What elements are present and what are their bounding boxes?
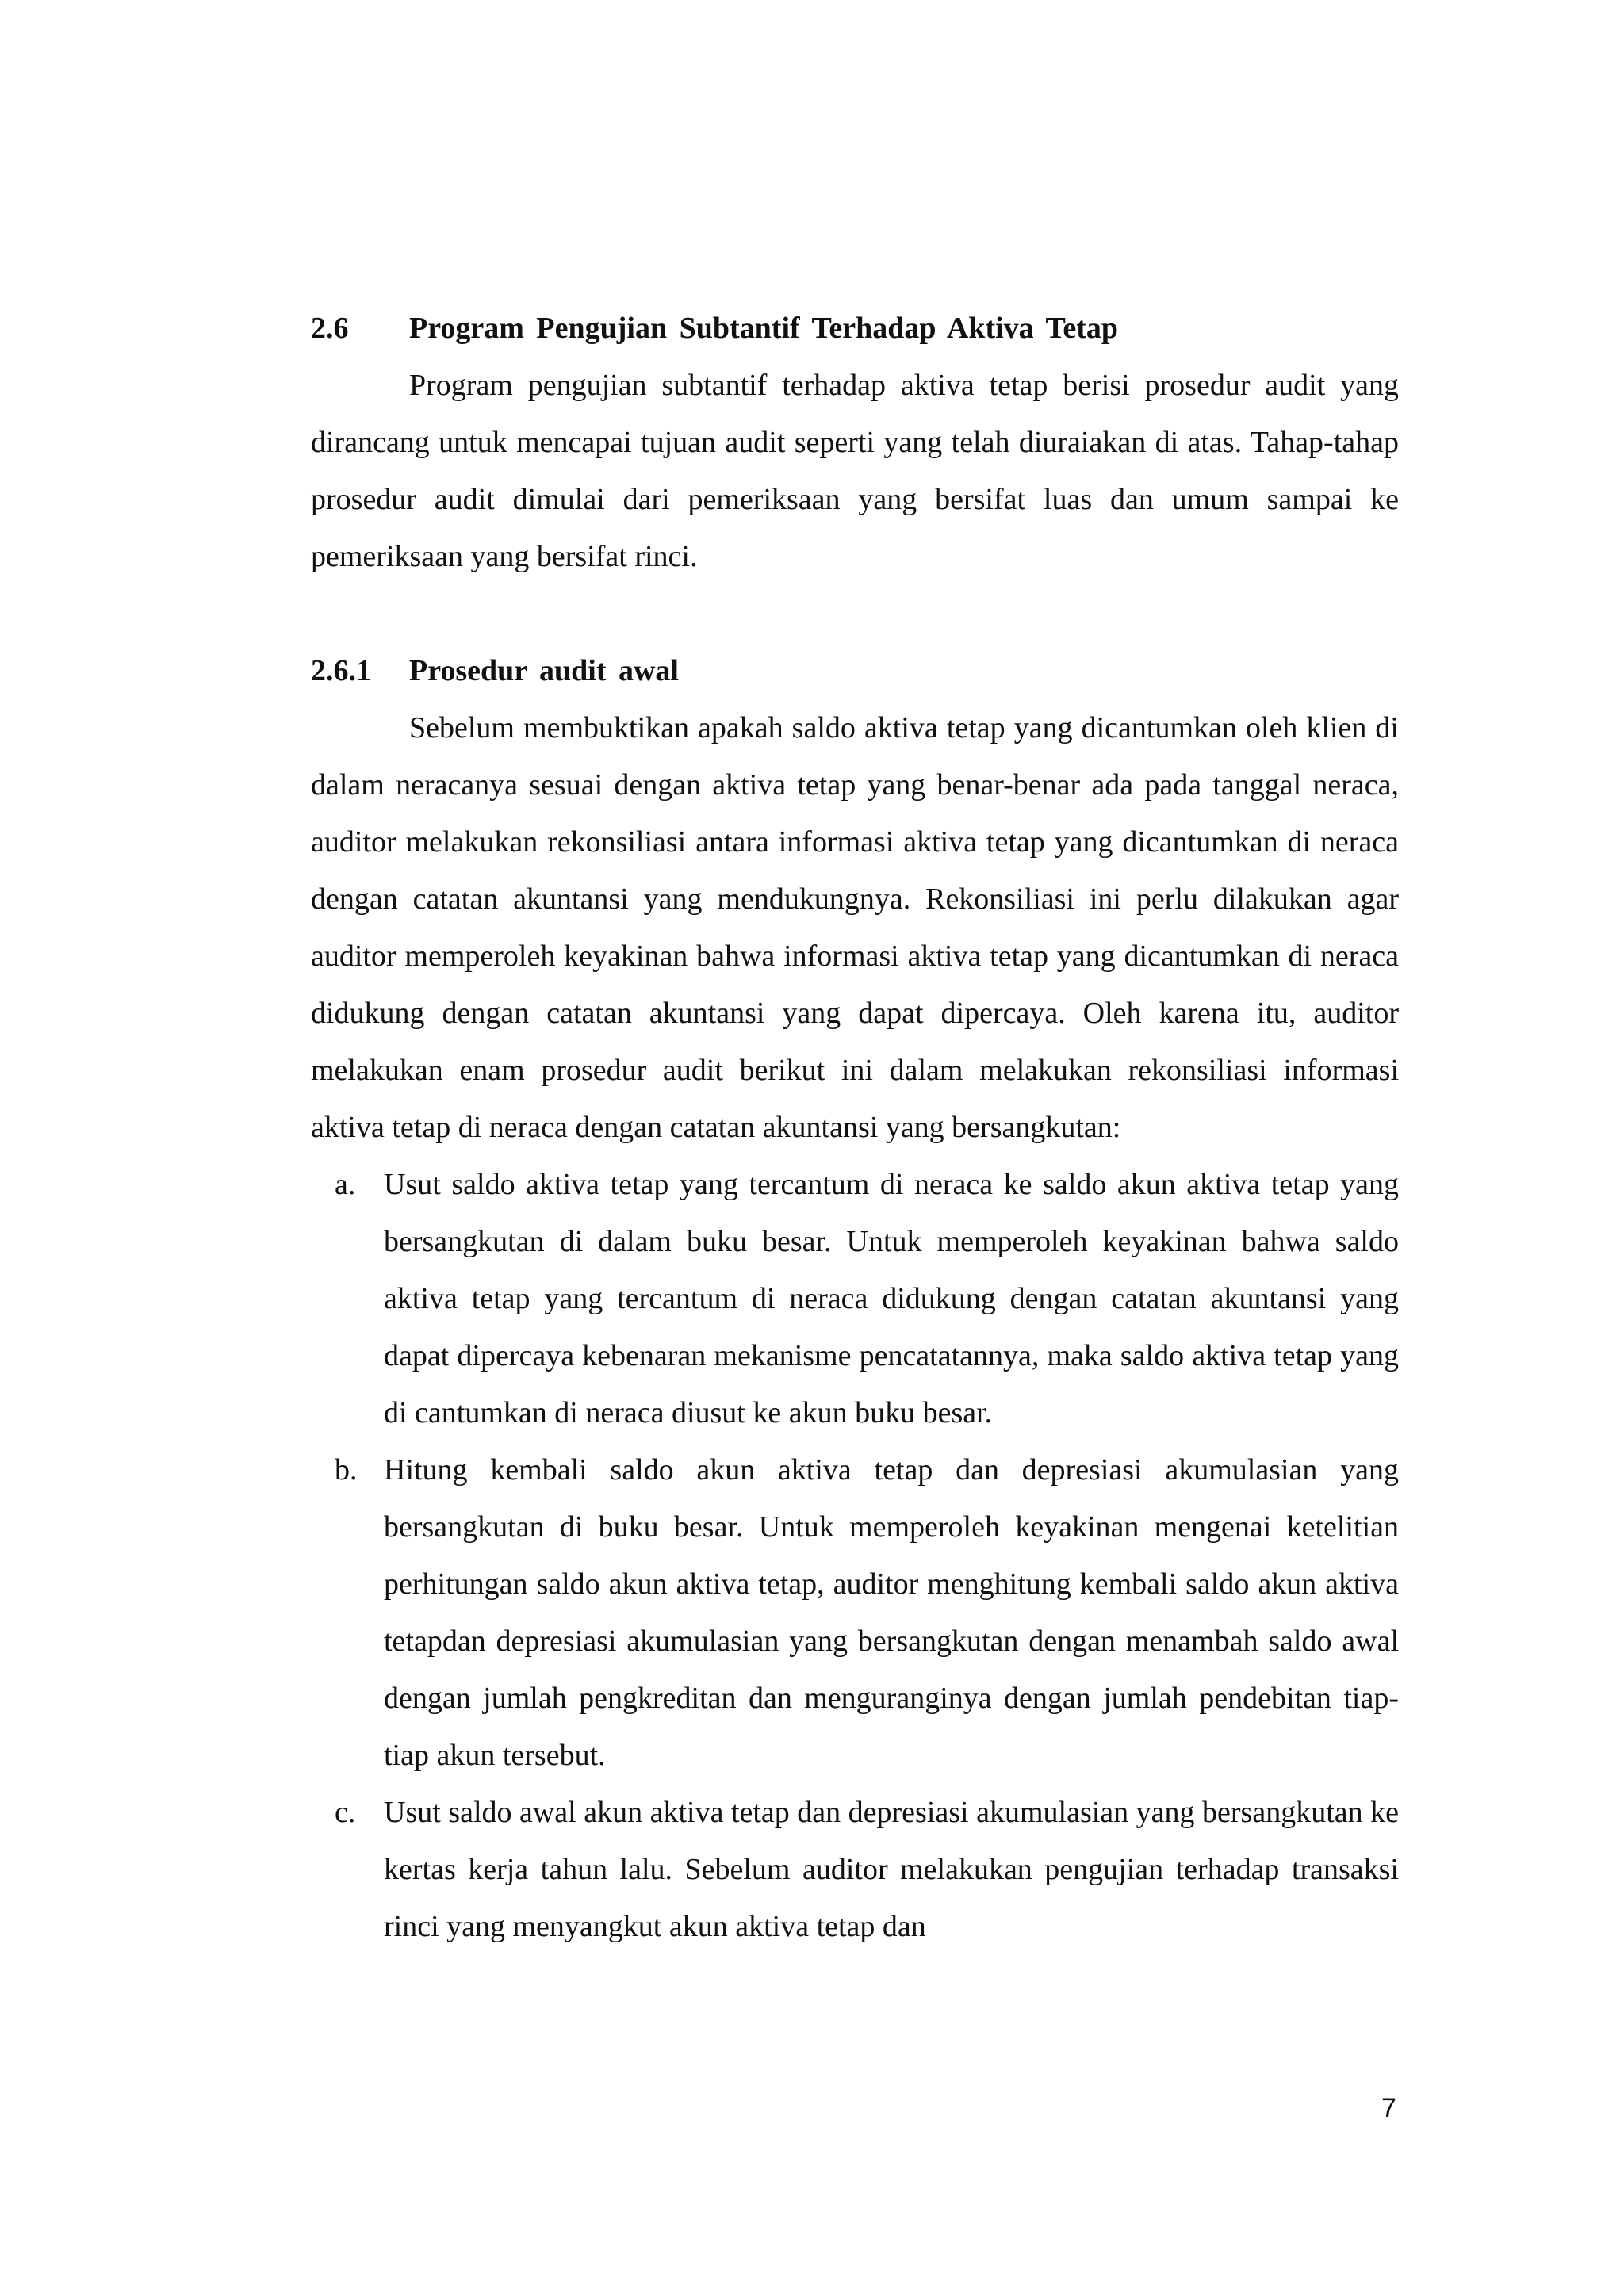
list-item-text: Usut saldo aktiva tetap yang tercantum di neraca ke saldo akun aktiva tetap yang bersangkutan di dalam buku besar. Untuk memperoleh keyakinan bahwa saldo aktiva tetap yang tercantum di neraca didukung dengan catatan akuntansi yang dapat dipercaya kebenaran mekanisme pencatatannya, maka saldo aktiva tetap yang di cantumkan di neraca diusut ke akun buku besar. <box>384 1168 1399 1429</box>
section-number: 2.6 <box>311 312 349 345</box>
subsection-heading <box>311 642 1399 699</box>
list-item-marker: b. <box>335 1453 358 1487</box>
subsection-number: 2.6.1 <box>311 654 371 687</box>
list-item-text: Usut saldo awal akun aktiva tetap dan depresiasi akumulasian yang bersangkutan ke kertas kerja tahun lalu. Sebelum auditor melakukan pengujian terhadap transaksi rinci yang menyangkut akun aktiva tetap dan <box>384 1796 1399 1943</box>
section-gap <box>311 585 1399 642</box>
section-heading <box>311 300 1399 357</box>
procedure-list <box>311 1156 1399 1955</box>
page-number: 7 <box>1381 2093 1396 2123</box>
list-item-marker: a. <box>335 1168 356 1201</box>
page-content <box>311 300 1399 1955</box>
list-item-marker: c. <box>335 1796 356 1829</box>
section-title: Program Pengujian Subtantif Terhadap Aktiva Tetap <box>409 312 1118 345</box>
list-item <box>311 1441 1399 1784</box>
list-item <box>311 1784 1399 1955</box>
section-paragraph: Program pengujian subtantif terhadap aktiva tetap berisi prosedur audit yang dirancang untuk mencapai tujuan audit seperti yang telah diuraiakan di atas. Tahap-tahap prosedur audit dimulai dari pemeriksaan yang bersifat luas dan umum sampai ke pemeriksaan yang bersifat rinci. <box>311 369 1399 573</box>
subsection-title: Prosedur audit awal <box>409 654 679 687</box>
list-item <box>311 1156 1399 1441</box>
list-item-text: Hitung kembali saldo akun aktiva tetap dan depresiasi akumulasian yang bersangkutan di buku besar. Untuk memperoleh keyakinan mengenai ketelitian perhitungan saldo akun aktiva tetap, auditor menghitung kembali saldo akun aktiva tetapdan depresiasi akumulasian yang bersangkutan dengan menambah saldo awal dengan jumlah pengkreditan dan menguranginya dengan jumlah pendebitan tiap-tiap akun tersebut. <box>384 1453 1399 1772</box>
subsection-paragraph: Sebelum membuktikan apakah saldo aktiva tetap yang dicantumkan oleh klien di dalam neracanya sesuai dengan aktiva tetap yang benar-benar ada pada tanggal neraca, auditor melakukan rekonsiliasi antara informasi aktiva tetap yang dicantumkan di neraca dengan catatan akuntansi yang mendukungnya. Rekonsiliasi ini perlu dilakukan agar auditor memperoleh keyakinan bahwa informasi aktiva tetap yang dicantumkan di neraca didukung dengan catatan akuntansi yang dapat dipercaya. Oleh karena itu, auditor melakukan enam prosedur audit berikut ini dalam melakukan rekonsiliasi informasi aktiva tetap di neraca dengan catatan akuntansi yang bersangkutan: <box>311 711 1399 1144</box>
